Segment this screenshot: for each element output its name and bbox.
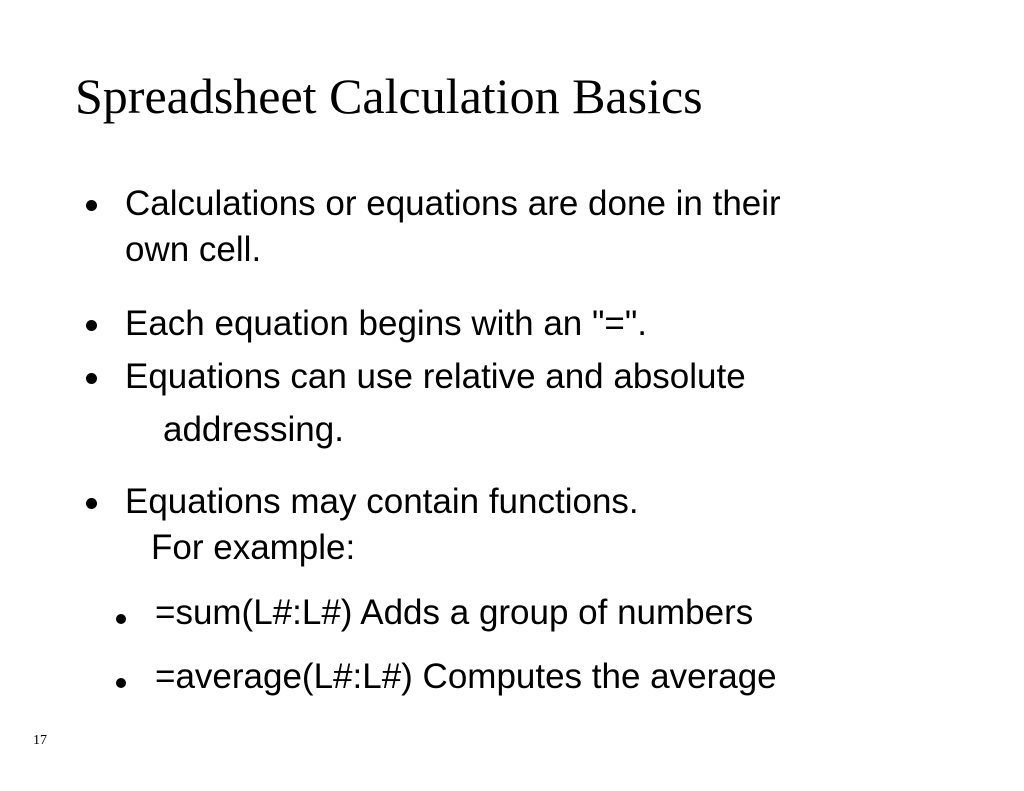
sub-bullet-icon — [116, 678, 126, 688]
bullet-text: Calculations or equations are done in their — [125, 184, 781, 223]
bullet-text-continued: For example: — [151, 528, 356, 567]
bullet-text-continued: addressing. — [163, 410, 344, 449]
bullet-icon — [86, 498, 97, 509]
bullet-text-continued: own cell. — [125, 230, 262, 269]
bullet-icon — [86, 320, 97, 331]
bullet-text: Equations may contain functions. — [125, 482, 639, 521]
slide-title: Spreadsheet Calculation Basics — [75, 68, 703, 124]
sub-bullet-icon — [116, 614, 126, 624]
sub-bullet-text: =average(L#:L#) Computes the average — [155, 657, 777, 696]
bullet-icon — [86, 373, 97, 384]
sub-bullet-text: =sum(L#:L#) Adds a group of numbers — [155, 593, 754, 632]
bullet-text: Each equation begins with an "=". — [125, 304, 648, 343]
slide-number: 17 — [33, 733, 47, 748]
bullet-icon — [86, 200, 97, 211]
bullet-text: Equations can use relative and absolute — [125, 357, 746, 396]
